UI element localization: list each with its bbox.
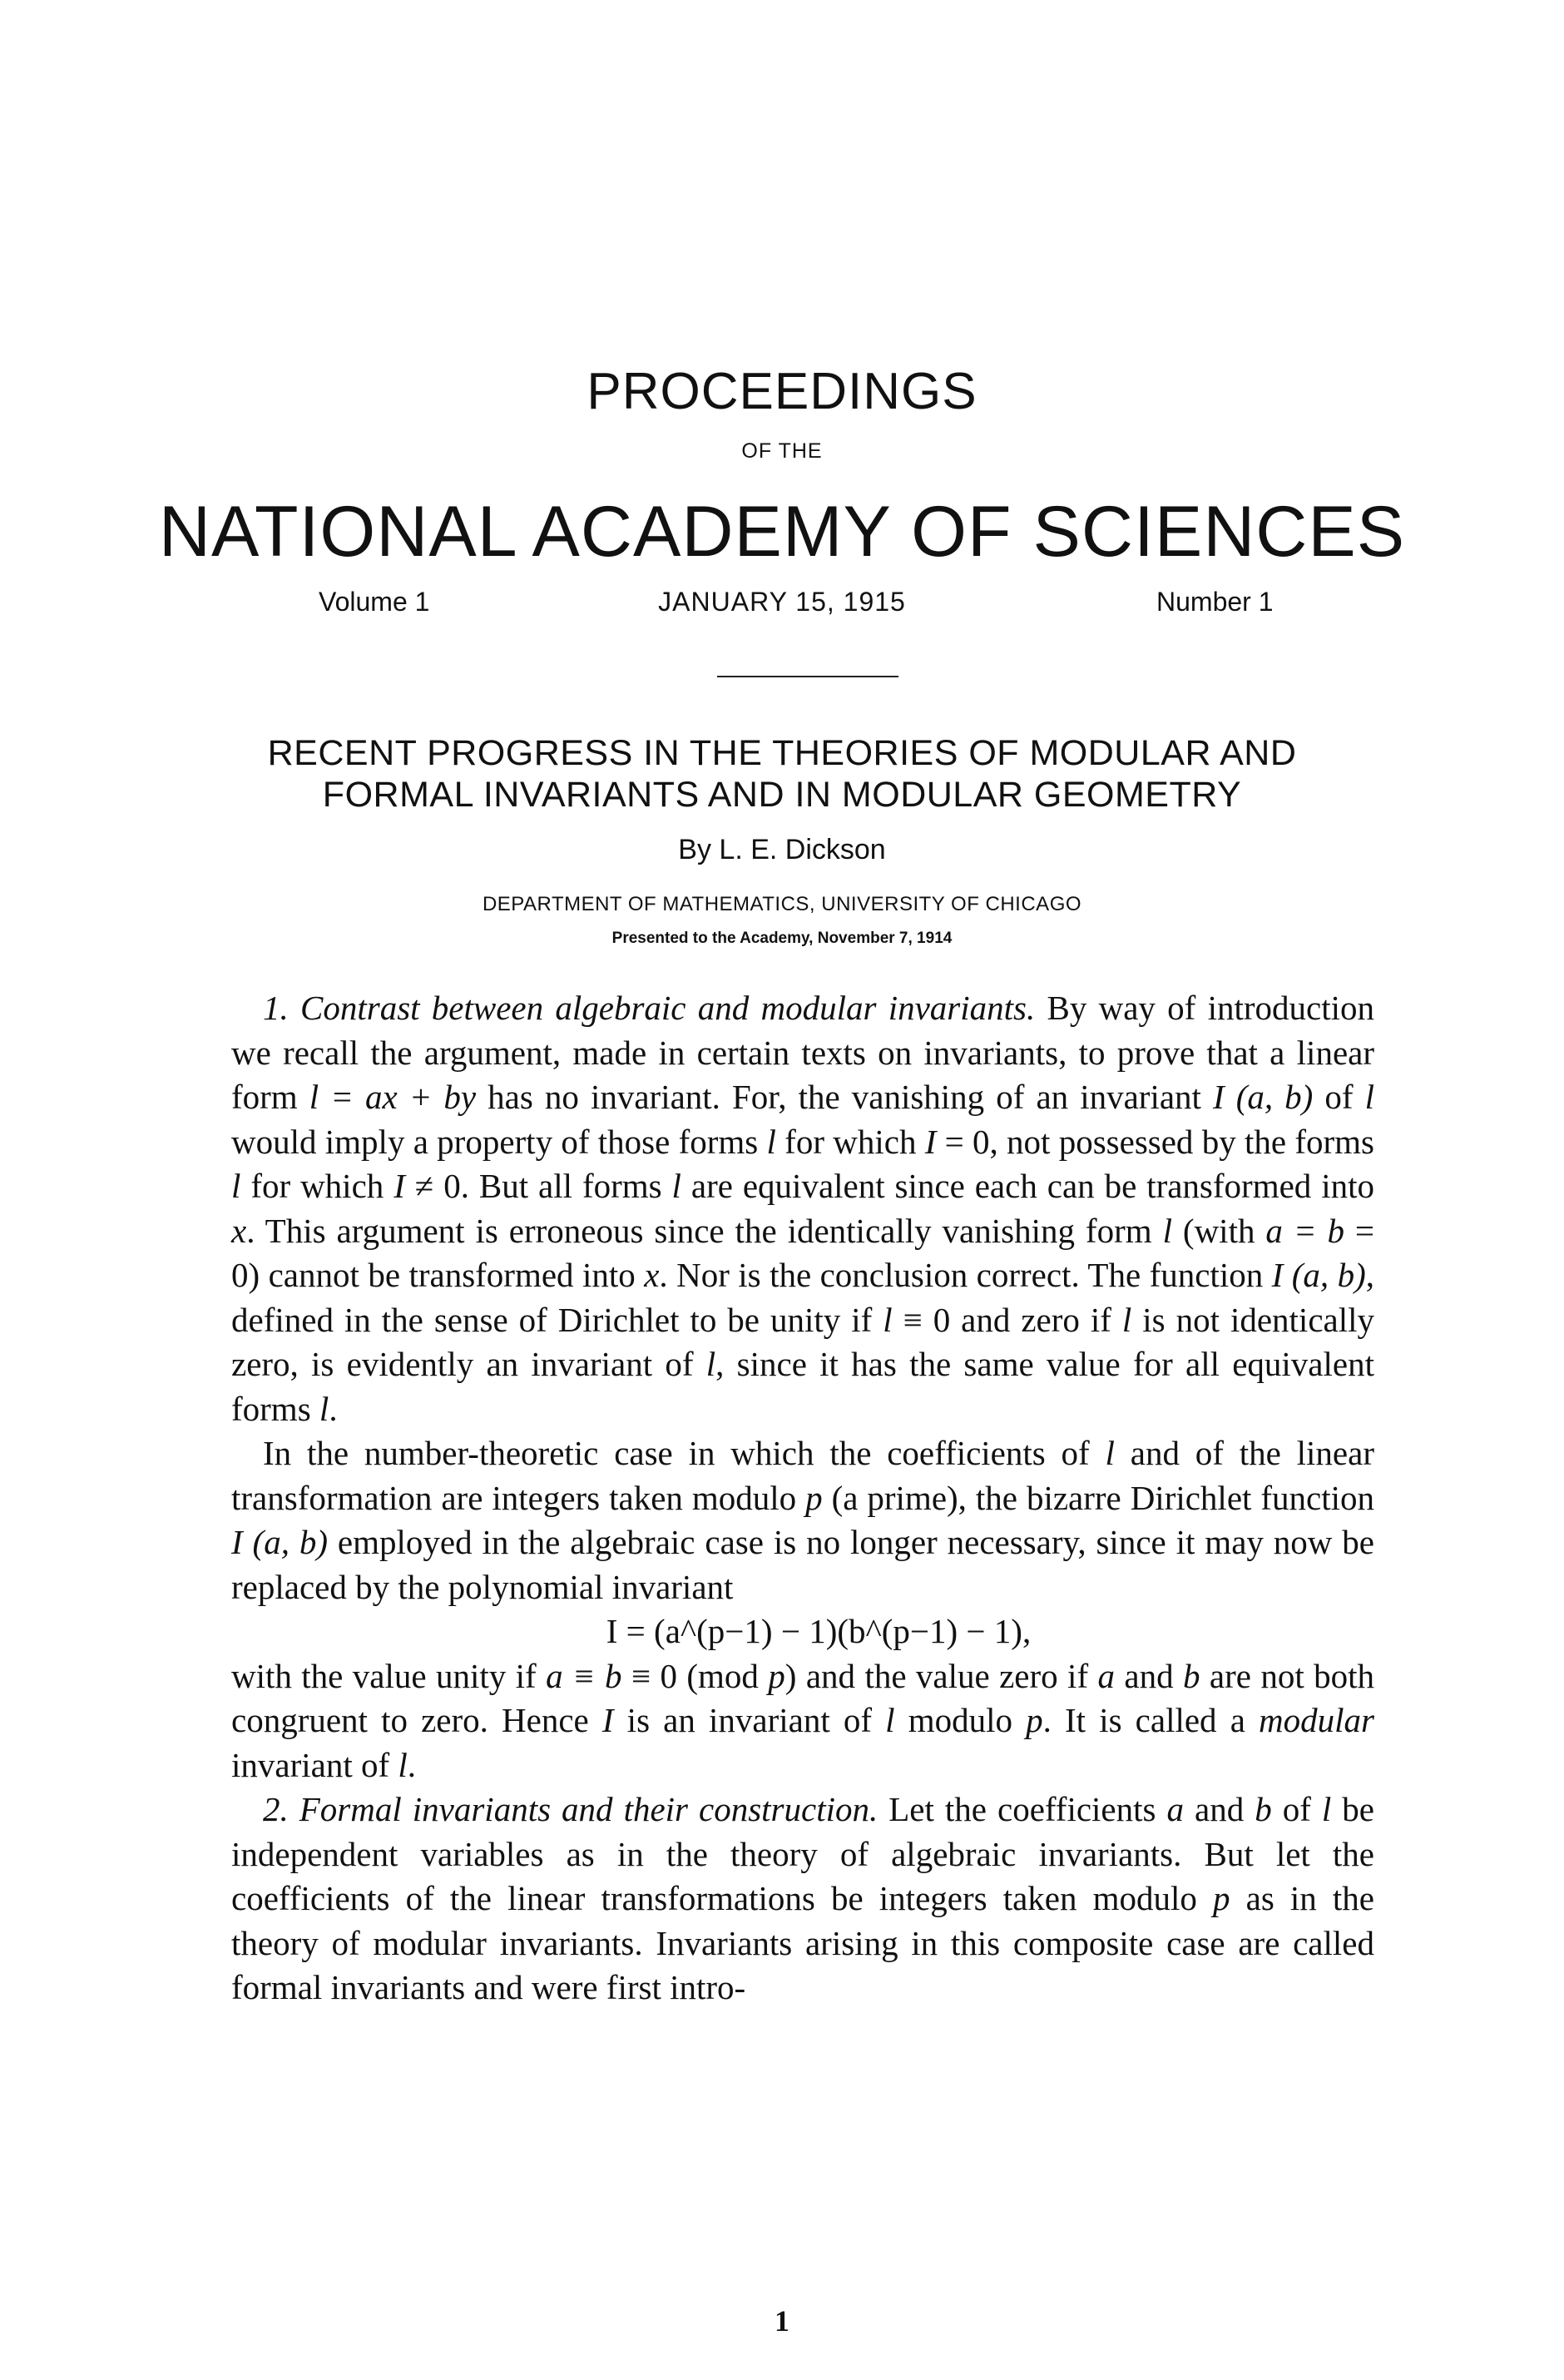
presented-date: Presented to the Academy, November 7, 1914 xyxy=(611,930,953,947)
title-line-2: FORMAL INVARIANTS AND IN MODULAR GEOMETRY xyxy=(322,775,1242,815)
invariant-formula: I = (a^(p−1) − 1)(b^(p−1) − 1), xyxy=(606,1612,1032,1650)
title-line-1: RECENT PROGRESS IN THE THEORIES OF MODULAR AND xyxy=(267,733,1297,773)
page-number: 1 xyxy=(775,2304,789,2338)
header-divider xyxy=(717,676,898,677)
section-1-paragraph-1: 1. Contrast between algebraic and modular invariants. By way of introduction we recall the argument, made in certain texts on invariants, to prove that a linear form l = ax + by has no invariant. For, the vanishing of an invariant I (a, b) of l would imply a property of those forms l for which I = 0, not possessed by the forms l for which I ≠ 0. But all forms l are equivalent since each can be transformed into x. This argument is erroneous since the identically vanishing form l (with a = b = 0) cannot be transformed into x. Nor is the conclusion correct. The function I (a, b), defined in the sense of Dirichlet to be unity if l ≡ 0 and zero if l is not identically zero, is evidently an invariant of l, since it has the same value for all equivalent forms l. xyxy=(231,989,1375,1428)
journal-name: NATIONAL ACADEMY OF SCIENCES xyxy=(158,492,1406,572)
journal-proceedings: PROCEEDINGS xyxy=(586,363,978,420)
affiliation: DEPARTMENT OF MATHEMATICS, UNIVERSITY OF CHICAGO xyxy=(482,893,1082,915)
number-label: Number 1 xyxy=(1156,587,1274,617)
volume-label: Volume 1 xyxy=(319,587,430,617)
section-1-paragraph-2: In the number-theoretic case in which the coefficients of l and of the linear transformation are integers taken modulo p (a prime), the bizarre Dirichlet function I (a, b) employed in the algebraic case is no longer necessary, since it may now be replaced by the polynomial invariant xyxy=(231,1434,1375,1606)
section-2-heading: 2. Formal invariants and their construction. xyxy=(263,1790,879,1828)
article-body xyxy=(231,986,1374,2011)
section-1-heading: 1. Contrast between algebraic and modular invariants. xyxy=(263,989,1036,1027)
issue-date: JANUARY 15, 1915 xyxy=(658,587,906,617)
journal-of-the: OF THE xyxy=(741,439,823,463)
article-title xyxy=(0,732,1564,816)
section-1-paragraph-3: with the value unity if a ≡ b ≡ 0 (mod p) and the value zero if a and b are not both congruent to zero. Hence I is an invariant of l modulo p. It is called a modular invariant of l. xyxy=(231,1656,1375,1784)
author-byline: By L. E. Dickson xyxy=(678,834,886,865)
section-2-paragraph-1: 2. Formal invariants and their construction. Let the coefficients a and b of l be independent variables as in the theory of algebraic invariants. But let the coefficients of the linear transformations be integers taken modulo p as in the theory of modular invariants. Invariants arising in this composite case are called formal invariants and were first intro- xyxy=(231,1790,1375,2006)
